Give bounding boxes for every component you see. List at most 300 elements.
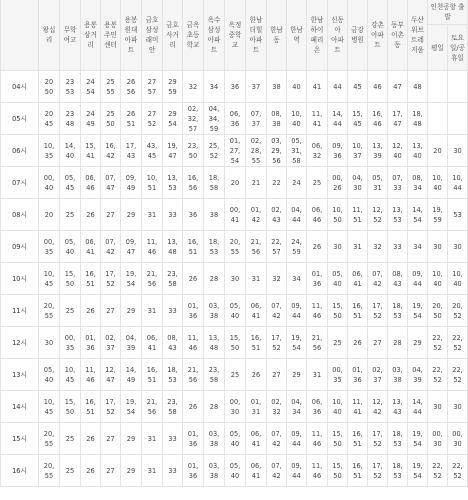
time-cell: 05, 40 <box>328 263 348 295</box>
time-cell: 02, 32, 57 <box>183 103 204 135</box>
time-cell: 17, 52 <box>101 263 121 295</box>
time-cell: 11, 51 <box>348 199 368 231</box>
header-stop: 왕십 리 <box>39 0 60 71</box>
time-cell: 23, 58 <box>204 359 225 391</box>
time-cell: 30 <box>225 263 246 295</box>
time-cell: 12, 40 <box>388 135 408 167</box>
time-cell: 20 <box>39 199 60 231</box>
time-cell: 26 <box>81 199 101 231</box>
time-cell: 16, 51 <box>81 391 101 423</box>
time-cell: 06, 32 <box>307 135 328 167</box>
time-cell: 22, 52 <box>448 359 468 391</box>
time-cell: 07, 42 <box>101 231 121 263</box>
time-cell: 28 <box>204 263 225 295</box>
time-cell: 20, 55 <box>225 231 246 263</box>
time-cell: 25 <box>60 295 81 327</box>
header-stop: 옥정 중학 교 <box>225 0 246 71</box>
time-cell: 20, 55 <box>39 295 60 327</box>
time-cell: 24, 59 <box>287 231 307 263</box>
time-cell: 03, 38 <box>388 359 408 391</box>
time-cell: 16, 42 <box>101 135 121 167</box>
time-cell: 01, 36 <box>307 263 328 295</box>
header-stop: 한남 더힐 아파 트 <box>246 0 267 71</box>
time-cell: 04, 34, 59 <box>204 103 225 135</box>
time-cell: 10, 35 <box>39 135 60 167</box>
time-cell: 15, 50 <box>225 327 246 359</box>
time-cell: 13, 40 <box>408 135 428 167</box>
time-cell: 20, 50 <box>428 295 448 327</box>
time-cell: 10, 40 <box>287 103 307 135</box>
time-cell: 05, 40 <box>225 295 246 327</box>
time-cell: 06, 41 <box>246 423 267 455</box>
time-cell: 33 <box>163 423 183 455</box>
time-cell: 31 <box>142 295 163 327</box>
time-cell: 21, 56 <box>307 327 328 359</box>
time-cell: 22, 57 <box>267 231 287 263</box>
time-cell: 11, 46 <box>307 423 328 455</box>
time-cell: 27 <box>101 199 121 231</box>
time-cell: 22, 52 <box>448 455 468 487</box>
time-cell: 09, 36 <box>328 135 348 167</box>
time-cell: 37 <box>246 71 267 103</box>
time-cell: 14, 49 <box>121 359 142 391</box>
time-cell: 01, 36 <box>183 295 204 327</box>
time-cell: 20, 55 <box>39 455 60 487</box>
time-cell: 11, 46 <box>183 327 204 359</box>
time-cell: 05, 45 <box>60 167 81 199</box>
table-row <box>1 167 468 199</box>
time-cell: 25 <box>225 359 246 391</box>
time-cell: 25 <box>328 327 348 359</box>
hour-cell: 07시 <box>1 167 39 199</box>
time-cell: 11, 41 <box>348 391 368 423</box>
hour-cell: 15시 <box>1 423 39 455</box>
time-cell: 32 <box>267 263 287 295</box>
time-cell: 26 <box>183 263 204 295</box>
time-cell: 27 57 <box>142 71 163 103</box>
time-cell: 08, 43 <box>388 263 408 295</box>
time-cell: 21, 56 <box>142 391 163 423</box>
time-cell: 34 <box>204 71 225 103</box>
time-cell: 06, 36 <box>225 103 246 135</box>
time-cell <box>448 103 468 135</box>
time-cell: 41 <box>307 71 328 103</box>
time-cell: 23 53 <box>60 71 81 103</box>
header-row <box>1 0 468 25</box>
time-cell: 16, 51 <box>348 455 368 487</box>
time-cell: 13, 53 <box>163 167 183 199</box>
time-cell: 01, 42 <box>246 199 267 231</box>
time-cell: 04, 39 <box>121 327 142 359</box>
time-cell: 32 <box>183 71 204 103</box>
time-cell: 05, 40 <box>39 359 60 391</box>
time-cell: 33 <box>163 295 183 327</box>
time-cell: 09, 44 <box>287 423 307 455</box>
time-cell: 01, 36 <box>81 327 101 359</box>
header-stop: 금호 사거 리 <box>163 0 183 71</box>
time-cell: 04, 39 <box>408 359 428 391</box>
time-cell: 05, 31 <box>368 167 388 199</box>
time-cell: 27 52 <box>142 103 163 135</box>
time-cell: 02, 43 <box>267 199 287 231</box>
time-cell: 23, 50 <box>183 135 204 167</box>
time-cell: 20 50 <box>39 71 60 103</box>
time-cell: 40 <box>287 71 307 103</box>
time-cell: 03, 38 <box>204 423 225 455</box>
time-cell: 10, 40 <box>328 391 348 423</box>
time-cell: 10, 40 <box>448 263 468 295</box>
time-cell: 16, 56 <box>183 167 204 199</box>
time-cell: 19, 54 <box>408 455 428 487</box>
time-cell: 11, 46 <box>142 231 163 263</box>
time-cell: 31 <box>348 231 368 263</box>
time-cell: 07, 33 <box>388 167 408 199</box>
time-cell: 02, 37 <box>101 327 121 359</box>
time-cell: 34 <box>408 231 428 263</box>
time-cell: 05, 40 <box>225 423 246 455</box>
time-cell: 29 <box>121 199 142 231</box>
time-cell: 30 <box>448 231 468 263</box>
time-cell: 25 <box>60 199 81 231</box>
hour-cell: 14시 <box>1 391 39 423</box>
time-cell: 29 <box>121 423 142 455</box>
time-cell: 11, 46 <box>307 455 328 487</box>
time-cell: 04, 44 <box>287 199 307 231</box>
time-cell: 03, 38 <box>204 455 225 487</box>
time-cell: 15, 45 <box>348 103 368 135</box>
time-cell: 13, 48 <box>204 327 225 359</box>
header-stop: 한남 동 <box>267 0 287 71</box>
time-cell: 31 <box>142 455 163 487</box>
header-stop: 한남 하이 페리 온 <box>307 0 328 71</box>
time-cell: 22, 52 <box>428 359 448 391</box>
time-cell: 27 <box>101 295 121 327</box>
time-cell: 18, 53 <box>163 359 183 391</box>
time-cell: 07, 47 <box>101 167 121 199</box>
time-cell: 25, 52 <box>204 135 225 167</box>
time-cell: 14, 44 <box>408 391 428 423</box>
time-cell: 09, 47 <box>121 231 142 263</box>
time-cell: 24 <box>287 167 307 199</box>
time-cell: 00, 35 <box>60 327 81 359</box>
time-cell: 29 <box>408 327 428 359</box>
time-cell: 26 <box>81 455 101 487</box>
time-cell: 11, 46 <box>81 359 101 391</box>
time-cell: 17, 52 <box>368 455 388 487</box>
time-cell: 02, 37 <box>368 359 388 391</box>
time-cell: 26 <box>307 231 328 263</box>
time-cell: 25 <box>60 423 81 455</box>
time-cell: 15, 50 <box>328 295 348 327</box>
table-row <box>1 391 468 423</box>
time-cell: 02, 32 <box>267 391 287 423</box>
time-cell: 10, 40 <box>428 263 448 295</box>
time-cell: 25 50 <box>101 103 121 135</box>
time-cell: 15, 50 <box>60 263 81 295</box>
time-cell: 27 <box>267 359 287 391</box>
hour-cell: 13시 <box>1 359 39 391</box>
header-stop: 옥수 삼성 아파 트 <box>204 0 225 71</box>
time-cell: 12, 42 <box>368 391 388 423</box>
time-cell: 16, 51 <box>348 423 368 455</box>
time-cell: 26 <box>81 423 101 455</box>
time-cell: 10, 44 <box>448 167 468 199</box>
header-stop: 금강 병원 <box>348 0 368 71</box>
header-stop: 강촌 아파 트 <box>368 0 388 71</box>
time-cell: 00, 35 <box>39 231 60 263</box>
time-cell: 00, 30 <box>448 423 468 455</box>
header-stop: 무학 여고 <box>60 0 81 71</box>
hour-cell: 08시 <box>1 199 39 231</box>
time-cell: 26 56 <box>121 71 142 103</box>
time-cell: 20 <box>428 135 448 167</box>
time-cell: 18, 48 <box>408 103 428 135</box>
time-cell: 14, 40 <box>60 135 81 167</box>
time-cell: 17, 52 <box>368 295 388 327</box>
time-cell: 08, 34 <box>408 167 428 199</box>
time-cell: 33 <box>163 455 183 487</box>
time-cell: 17, 52 <box>101 391 121 423</box>
time-cell: 18, 53 <box>388 423 408 455</box>
time-cell: 15, 50 <box>328 423 348 455</box>
header-stop: 용봉 원대 아파 트 <box>121 0 142 71</box>
time-cell: 19, 54 <box>287 327 307 359</box>
time-cell: 05, 40 <box>225 455 246 487</box>
time-cell: 16, 51 <box>183 231 204 263</box>
time-cell: 05, 40 <box>60 231 81 263</box>
time-cell: 06, 36 <box>307 391 328 423</box>
time-cell: 10, 37 <box>348 135 368 167</box>
hour-cell: 10시 <box>1 263 39 295</box>
header-stop: 금옥 초등 학교 <box>183 0 204 71</box>
time-cell: 09, 44 <box>408 263 428 295</box>
table-row <box>1 263 468 295</box>
time-cell: 26 <box>348 327 368 359</box>
time-cell: 06, 41 <box>246 455 267 487</box>
time-cell: 20 <box>225 167 246 199</box>
time-cell: 29 59 <box>163 71 183 103</box>
table-row <box>1 327 468 359</box>
time-cell: 10, 45 <box>60 359 81 391</box>
header-hour <box>1 0 39 71</box>
time-cell: 30 <box>39 327 60 359</box>
time-cell: 07, 37 <box>246 103 267 135</box>
time-cell: 22, 52 <box>428 455 448 487</box>
time-cell: 08, 43 <box>163 327 183 359</box>
time-cell: 20, 52 <box>448 295 468 327</box>
time-cell: 29 <box>287 359 307 391</box>
time-cell: 45 <box>348 71 368 103</box>
timetable-body <box>1 71 468 487</box>
time-cell: 25 <box>60 455 81 487</box>
time-cell: 44 <box>328 71 348 103</box>
time-cell: 10, 45 <box>39 263 60 295</box>
time-cell: 09, 44 <box>287 295 307 327</box>
time-cell: 05, 31, 58 <box>287 135 307 167</box>
time-cell: 26 <box>183 391 204 423</box>
time-cell: 08, 38 <box>267 103 287 135</box>
header-airport-weekend: 토요 일/공 휴일 <box>448 25 468 71</box>
time-cell: 16, 51 <box>81 263 101 295</box>
time-cell: 32 <box>368 231 388 263</box>
time-cell: 26 51 <box>121 103 142 135</box>
time-cell: 38 <box>267 71 287 103</box>
table-row <box>1 455 468 487</box>
time-cell: 19, 54 <box>408 423 428 455</box>
table-row <box>1 423 468 455</box>
time-cell: 33 <box>388 231 408 263</box>
time-cell: 01, 36 <box>183 423 204 455</box>
time-cell: 30 <box>448 391 468 423</box>
time-cell: 01, 36 <box>348 359 368 391</box>
time-cell: 33 <box>163 199 183 231</box>
time-cell: 31 <box>307 359 328 391</box>
time-cell: 31 <box>142 423 163 455</box>
time-cell: 02, 28, 55 <box>246 135 267 167</box>
header-airport-group: 인천공항 출발 <box>428 0 468 25</box>
time-cell: 30 <box>328 231 348 263</box>
time-cell: 06, 41 <box>246 295 267 327</box>
time-cell: 21 <box>246 167 267 199</box>
time-cell: 20, 55 <box>39 423 60 455</box>
header-stop: 동부 이촌 동 <box>388 0 408 71</box>
time-cell: 06, 41 <box>81 231 101 263</box>
time-cell: 10, 45 <box>39 391 60 423</box>
header-stop: 한남 역 <box>287 0 307 71</box>
time-cell: 22, 52 <box>448 327 468 359</box>
time-cell: 30 <box>428 391 448 423</box>
time-cell: 43, 45 <box>142 135 163 167</box>
time-cell: 23, 58 <box>163 263 183 295</box>
time-cell: 28 <box>204 391 225 423</box>
time-cell: 15, 50 <box>328 455 348 487</box>
header-stop: 용봉 삼거 리 <box>81 0 101 71</box>
time-cell: 00, 40 <box>39 167 60 199</box>
time-cell: 00, 30 <box>225 391 246 423</box>
hour-cell: 12시 <box>1 327 39 359</box>
time-cell: 12, 52 <box>368 199 388 231</box>
time-cell: 48 <box>408 71 428 103</box>
time-cell: 10, 40 <box>428 167 448 199</box>
table-row <box>1 103 468 135</box>
time-cell: 09, 44 <box>287 455 307 487</box>
time-cell: 27 <box>101 455 121 487</box>
time-cell: 06, 41 <box>142 327 163 359</box>
time-cell: 16, 51 <box>246 327 267 359</box>
time-cell: 00, 26 <box>328 167 348 199</box>
time-cell: 22, 52 <box>428 327 448 359</box>
hour-cell: 09시 <box>1 231 39 263</box>
time-cell: 19, 54 <box>121 263 142 295</box>
time-cell: 00, 30 <box>428 423 448 455</box>
time-cell: 36 <box>183 199 204 231</box>
time-cell <box>428 103 448 135</box>
time-cell: 14, 44 <box>328 103 348 135</box>
time-cell: 47 <box>388 71 408 103</box>
time-cell: 23, 58 <box>163 391 183 423</box>
time-cell: 03, 29, 56 <box>267 135 287 167</box>
time-cell: 07, 42 <box>267 423 287 455</box>
hour-cell: 16시 <box>1 455 39 487</box>
hour-cell: 04시 <box>1 71 39 103</box>
time-cell: 13, 43 <box>388 391 408 423</box>
header-airport-weekday: 평일 <box>428 25 448 71</box>
table-row <box>1 135 468 167</box>
time-cell: 14, 54 <box>408 199 428 231</box>
time-cell: 18, 58 <box>204 167 225 199</box>
time-cell: 19, 54 <box>121 391 142 423</box>
time-cell: 07, 42 <box>368 263 388 295</box>
hour-cell: 06시 <box>1 135 39 167</box>
time-cell: 17, 52 <box>267 327 287 359</box>
time-cell: 17, 47 <box>388 103 408 135</box>
time-cell: 15, 41 <box>81 135 101 167</box>
hour-cell: 05시 <box>1 103 39 135</box>
time-cell: 15, 50 <box>60 391 81 423</box>
time-cell: 07, 42 <box>267 295 287 327</box>
time-cell: 16, 46 <box>368 103 388 135</box>
header-stop: 신동 아 아파 트 <box>328 0 348 71</box>
time-cell: 18, 53 <box>204 231 225 263</box>
table-row <box>1 199 468 231</box>
table-row <box>1 359 468 391</box>
time-cell: 10, 50 <box>328 199 348 231</box>
time-cell: 00, 41 <box>225 199 246 231</box>
time-cell: 01, 36 <box>183 455 204 487</box>
header-stop: 두산 위브 트레 지움 <box>408 0 428 71</box>
time-cell: 53 <box>448 199 468 231</box>
time-cell: 01, 31 <box>246 391 267 423</box>
hour-cell: 11시 <box>1 295 39 327</box>
time-cell: 04, 34 <box>287 391 307 423</box>
time-cell: 26 <box>246 359 267 391</box>
time-cell: 25 <box>307 167 328 199</box>
time-cell: 07, 42 <box>267 455 287 487</box>
time-cell: 30 <box>448 135 468 167</box>
time-cell: 34 <box>287 263 307 295</box>
time-cell: 29 <box>121 455 142 487</box>
time-cell: 19, 47 <box>163 135 183 167</box>
time-cell: 31 <box>142 199 163 231</box>
time-cell: 25 55 <box>101 71 121 103</box>
time-cell: 06, 41 <box>348 263 368 295</box>
time-cell: 21, 56 <box>246 231 267 263</box>
time-cell: 27 <box>101 423 121 455</box>
time-cell: 28 <box>388 327 408 359</box>
time-cell: 46 <box>368 71 388 103</box>
time-cell: 21, 56 <box>142 263 163 295</box>
time-cell: 13, 48 <box>163 231 183 263</box>
time-cell: 03, 38 <box>204 295 225 327</box>
time-cell: 18, 53 <box>388 295 408 327</box>
time-cell: 06, 46 <box>81 167 101 199</box>
time-cell: 19, 59 <box>428 199 448 231</box>
time-cell: 21, 56 <box>183 359 204 391</box>
time-cell: 36 <box>225 71 246 103</box>
time-cell: 18, 53 <box>388 455 408 487</box>
time-cell: 24 54 <box>81 71 101 103</box>
time-cell: 22 <box>267 167 287 199</box>
header-stop: 금호 삼성 래미 안 <box>142 0 163 71</box>
time-cell: 24 49 <box>81 103 101 135</box>
time-cell: 16, 51 <box>348 295 368 327</box>
time-cell: 27 <box>368 327 388 359</box>
time-cell: 13, 53 <box>388 199 408 231</box>
time-cell: 23 48 <box>60 103 81 135</box>
time-cell: 12, 47 <box>101 359 121 391</box>
time-cell: 38 <box>204 199 225 231</box>
table-row <box>1 71 468 103</box>
